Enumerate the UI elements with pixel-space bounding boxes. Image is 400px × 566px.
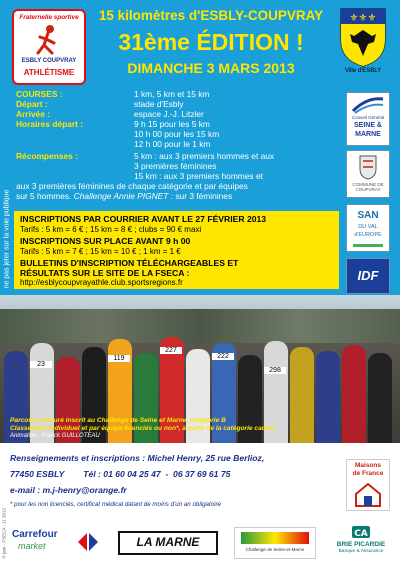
horaire-15km: 10 h 00 pour les 15 km <box>134 129 220 139</box>
fseca-url[interactable]: http://esblycoupvrayathle.club.sportsregions.fr <box>20 278 183 287</box>
place-title: INSCRIPTIONS SUR PLACE AVANT 9 h 00 <box>20 236 191 246</box>
san-val-europe-logo <box>346 204 390 252</box>
photo-trees <box>0 309 400 343</box>
carrefour-line-1: Carrefour <box>12 529 58 540</box>
cg-line-3: MARNE <box>355 131 381 138</box>
la-marne-logo <box>118 531 218 555</box>
maisons-line-2: de France <box>352 470 384 477</box>
contact-email[interactable]: e-mail : m.j-henry@orange.fr <box>10 485 127 495</box>
cg-line-2: SEINE & <box>353 122 382 129</box>
photo-caption-1: Parcours mesuré inscrit au Challenge de Seine et Marne, catégorie B <box>10 417 226 424</box>
coat-of-arms-icon <box>338 6 388 68</box>
san-line-3: d'EUROPE <box>354 232 382 238</box>
recompenses-label: Récompenses : <box>16 151 78 161</box>
house-icon <box>347 480 389 508</box>
contact-line-1: Renseignements et inscriptions : Michel Henry, 25 rue Berlioz, <box>10 453 265 463</box>
runner <box>290 347 314 443</box>
cg-line-1: Conseil Général <box>351 115 385 120</box>
courrier-title: INSCRIPTIONS PAR COURRIER AVANT LE 27 FÉVRIER 2013 <box>20 214 267 224</box>
reward-line-3: 15 km : aux 3 premiers hommes et <box>134 171 263 181</box>
club-logo-top: Fraternelle sportive <box>19 14 79 21</box>
carrefour-line-2: market <box>18 541 46 551</box>
coupvray-label: COMMUNE DE COUPVRAY <box>352 182 384 192</box>
club-logo-mid: ESBLY COUPVRAY <box>21 58 77 64</box>
coupvray-crest-icon <box>347 153 389 181</box>
reward-feminines: : sur 3 féminines <box>170 191 233 201</box>
challenge-name: Challenge Annie PIGNET <box>73 191 169 201</box>
edition-title: 31ème ÉDITION ! <box>118 29 304 55</box>
horaire-5km: 9 h 15 pour les 5 km <box>134 119 210 129</box>
runner <box>316 351 340 443</box>
horaire-1km: 12 h 00 pour le 1 km <box>134 139 211 149</box>
race-title: 15 kilomètres d'ESBLY-COUPVRAY <box>98 8 324 23</box>
credit-agricole-logo <box>330 525 392 559</box>
depart-value: stade d'Esbly <box>134 99 184 109</box>
horaires-label: Horaires départ : <box>16 119 84 129</box>
arrivee-value: espace J.-J. Litzler <box>134 109 204 119</box>
courrier-tarifs: Tarifs : 5 km = 6 € ; 15 km = 8 € ; clubs = 90 € maxi <box>20 225 202 234</box>
race-bib: 23 <box>30 361 52 368</box>
idf-label: IDF <box>357 268 379 283</box>
carrefour-market-logo <box>12 529 102 555</box>
medical-note: * pour les non licenciés, certificat médical datant de moins d'un an obligatoire <box>10 501 221 508</box>
club-logo <box>12 9 86 85</box>
race-date: DIMANCHE 3 MARS 2013 <box>127 60 295 76</box>
contact-line-2: 77450 ESBLY Tél : 01 60 04 25 47 - 06 37 69 61 75 <box>10 469 231 479</box>
race-info <box>16 90 338 208</box>
san-stripe <box>353 244 383 247</box>
photo-caption-2: Classement individuel et par équipe licenciés ou non*, à partir de la catégorie cadets <box>10 425 276 432</box>
credit-line: © jam - FSECA - 11 2012 <box>1 507 7 559</box>
runner <box>342 345 366 443</box>
esbly-coat-of-arms <box>338 6 388 74</box>
coupvray-logo <box>346 150 390 198</box>
race-photo <box>0 295 400 443</box>
maisons-de-france-logo <box>346 459 390 511</box>
carrefour-icon <box>76 531 100 553</box>
race-bib: 298 <box>264 367 286 374</box>
race-bib: 222 <box>212 353 234 360</box>
reward-line-2: 3 premières féminines <box>134 161 217 171</box>
courses-label: COURSES : <box>16 89 63 99</box>
race-bib: 227 <box>160 347 182 354</box>
photo-caption-3: Animation : Franck GUILLOTEAU <box>10 433 100 439</box>
svg-text:CA: CA <box>354 529 368 539</box>
footer <box>0 443 400 566</box>
maisons-line-1: Maisons <box>354 462 381 469</box>
reward-teams: sur 5 hommes. <box>16 191 72 201</box>
club-logo-bottom: ATHLÉTISME <box>23 68 75 77</box>
challenge-stripe <box>241 532 309 544</box>
challenge-label: Challenge de Seine-et-Marne <box>245 547 305 552</box>
idf-logo <box>346 258 390 294</box>
san-line-1: SAN <box>357 210 379 221</box>
cg-seine-marne-logo <box>346 92 390 146</box>
la-marne-label: LA MARNE <box>136 535 200 549</box>
side-notice: ne pas jeter sur la voie publique <box>3 189 11 289</box>
runner <box>368 353 392 443</box>
challenge-logo <box>234 527 316 559</box>
runner-icon <box>14 23 84 59</box>
ca-line-1: BRIE PICARDIE <box>336 541 386 548</box>
bulletins-line-1: BULLETINS D'INSCRIPTION TÉLÉCHARGEABLES ET <box>20 258 239 268</box>
reward-line-4: aux 3 premières féminines de chaque catégorie et par équipes <box>16 181 248 191</box>
bulletins-line-2: RÉSULTATS SUR LE SITE DE LA FSECA : <box>20 268 190 278</box>
svg-text:⚜⚜⚜: ⚜⚜⚜ <box>349 13 377 24</box>
inscriptions-box <box>14 211 339 289</box>
reward-line-1: 5 km : aux 3 premiers hommes et aux <box>134 151 275 161</box>
san-line-2: DU VAL <box>358 224 378 230</box>
seine-marne-swoosh-icon <box>347 95 389 115</box>
town-caption: Ville d'ESBLY <box>344 68 382 74</box>
place-tarifs: Tarifs : 5 km = 7 € ; 15 km = 10 € ; 1 km = 1 € <box>20 247 181 256</box>
ca-line-2: Banque & Assurance <box>338 549 384 554</box>
credit-agricole-icon <box>330 525 392 539</box>
courses-value: 1 km, 5 km et 15 km <box>134 89 210 99</box>
reward-line-5 <box>16 192 232 202</box>
arrivee-label: Arrivée : <box>16 109 50 119</box>
depart-label: Départ : <box>16 99 48 109</box>
race-bib: 119 <box>108 355 130 362</box>
